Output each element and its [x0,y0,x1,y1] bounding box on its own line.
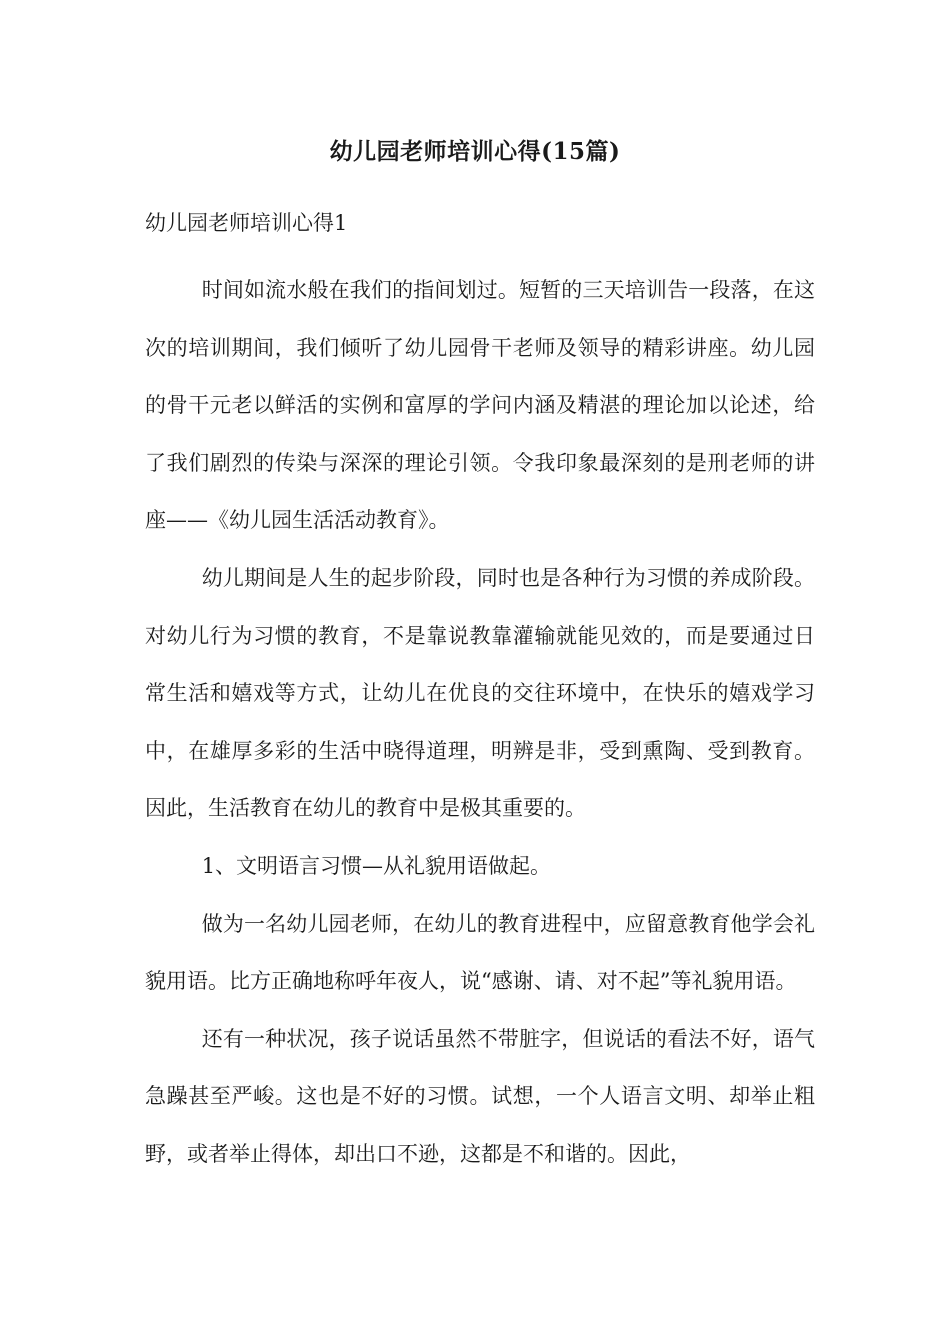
document-title: 幼儿园老师培训心得(15篇) [329,138,621,165]
section-heading: 幼儿园老师培训心得1 [145,211,348,235]
paragraph-intro: 时间如流水般在我们的指间划过。短暂的三天培训告一段落，在这次的培训期间，我们倾听了幼儿园骨干老师及领导的精彩讲座。幼儿园的骨干元老以鲜活的实例和富厚的学问内涵及精湛的理论加以论述，给了我们剧烈的传染与深深的理论引领。令我印象最深刻的是刑老师的讲座——《幼儿园生活活动教育》。 [145,278,815,533]
paragraph-early-childhood: 幼儿期间是人生的起步阶段，同时也是各种行为习惯的养成阶段。对幼儿行为习惯的教育，不是靠说教靠灌输就能见效的，而是要通过日常生活和嬉戏等方式，让幼儿在优良的交往环境中，在快乐的嬉戏学习中，在雄厚多彩的生活中晓得道理，明辨是非，受到熏陶、受到教育。因此，生活教育在幼儿的教育中是极其重要的。 [145,565,815,821]
paragraph-polite-language: 做为一名幼儿园老师，在幼儿的教育进程中，应留意教育他学会礼貌用语。比方正确地称呼年夜人，说“感谢、请、对不起”等礼貌用语。 [145,911,815,994]
paragraph-speaking-attitude: 还有一种状况，孩子说话虽然不带脏字，但说话的看法不好，语气急躁甚至严峻。这也是不好的习惯。试想，一个人语言文明、却举止粗野，或者举止得体，却出口不逊，这都是不和谐的。因此， [145,1026,815,1166]
document-body [145,262,815,1184]
paragraph-point-1-heading: 1、文明语言习惯—从礼貌用语做起。 [201,853,552,878]
